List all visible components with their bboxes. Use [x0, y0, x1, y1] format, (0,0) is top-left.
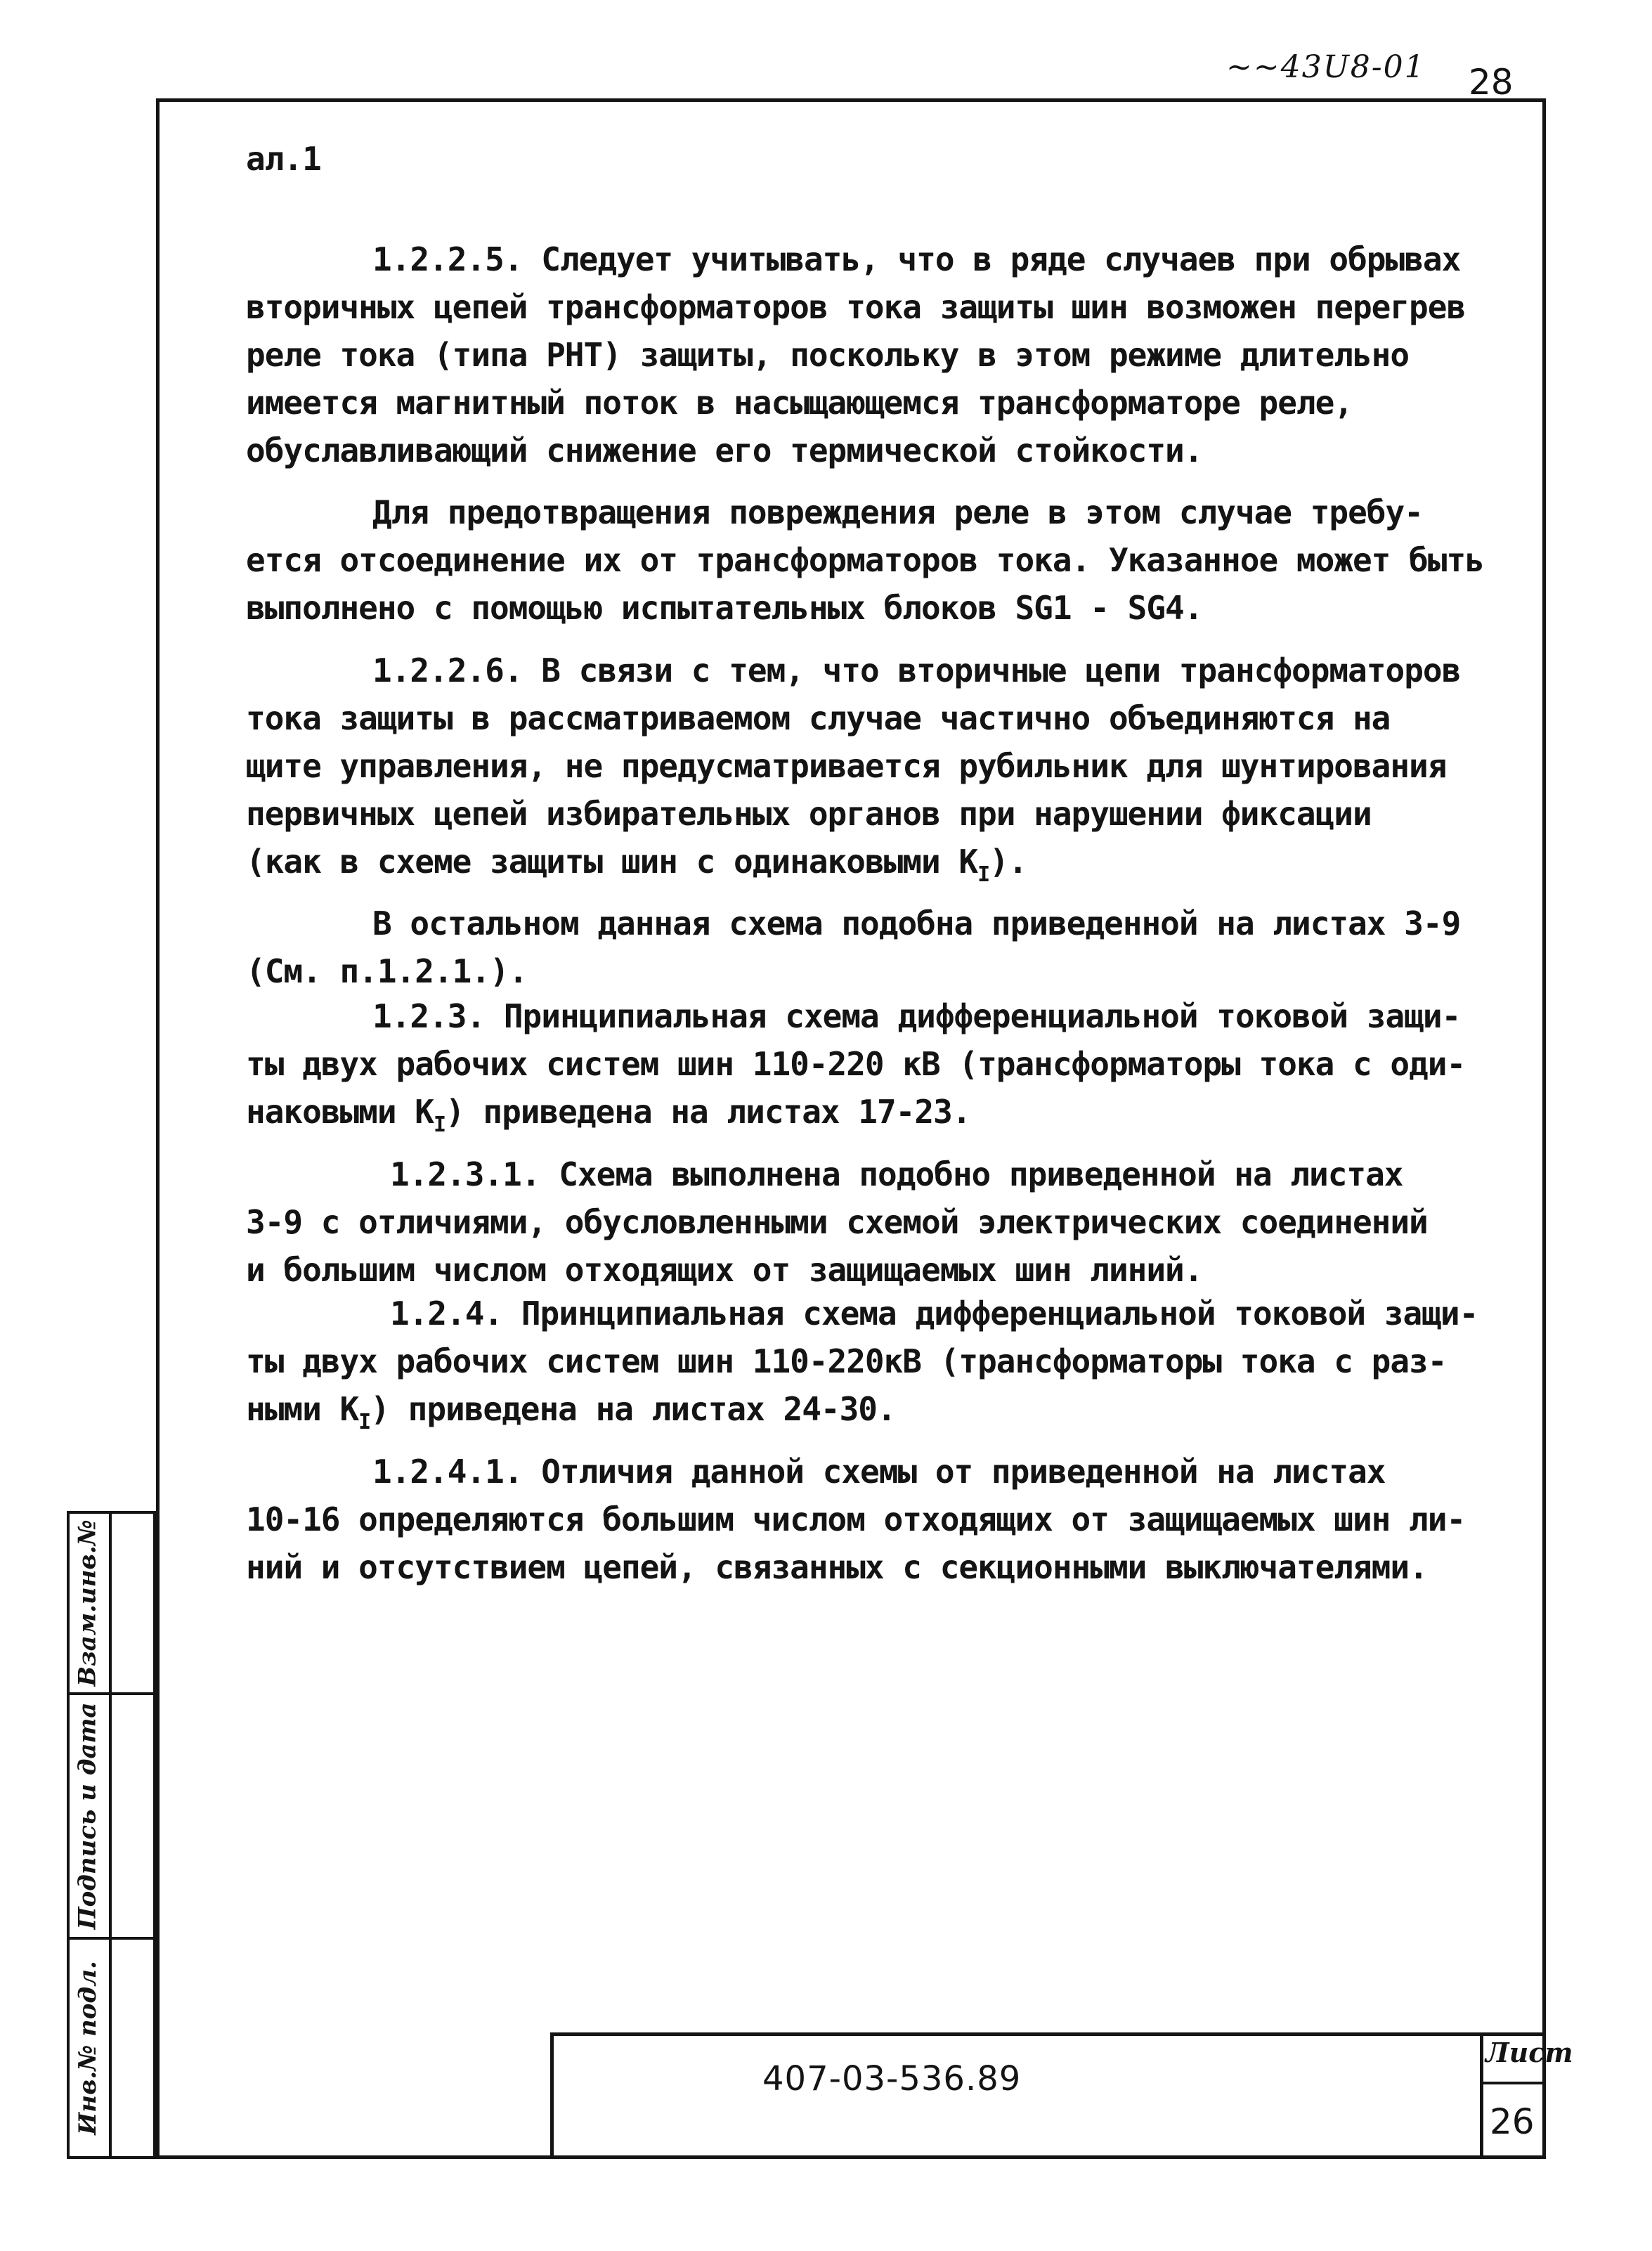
page-number: 28: [1469, 62, 1514, 103]
text-line: 1.2.2.5. Следует учитывать, что в ряде случаев при обрывах: [372, 240, 1461, 278]
document-number: 407-03-536.89: [762, 2059, 1022, 2098]
paragraph-1-2-2-6: [246, 647, 1532, 890]
text-line: и большим числом отходящих от защищаемых шин линий.: [246, 1251, 1203, 1289]
text-line: первичных цепей избирательных органов при нарушении фиксации: [246, 795, 1372, 833]
strip-value-column: [109, 1511, 156, 2159]
text-line: реле тока (типа РНТ) защиты, поскольку в этом режиме длительно: [246, 336, 1410, 374]
paragraph-1-2-4-1: [246, 1448, 1532, 1591]
paragraph-remaining: [246, 900, 1532, 995]
sheet-number: 26: [1490, 2101, 1535, 2142]
text-line: вторичных цепей трансформаторов тока защиты шин возможен перегрев: [246, 288, 1466, 326]
text-line: имеется магнитный поток в насыщающемся трансформаторе реле,: [246, 384, 1353, 422]
text-line: ется отсоединение их от трансформаторов тока. Указанное может быть: [246, 541, 1484, 579]
paragraph-1-2-3: [246, 992, 1532, 1141]
text-line: обуславливающий снижение его термической стойкости.: [246, 432, 1203, 469]
strip-label-replace-inv: Взам.инв.№: [74, 1519, 103, 1687]
text-line: ний и отсутствием цепей, связанных с секционными выключателями.: [246, 1548, 1428, 1586]
title-block: [550, 2032, 1546, 2159]
text-line: (как в схеме защиты шин с одинаковыми $К_I$).: [246, 843, 1027, 887]
text-line: 3-9 с отличиями, обусловленными схемой электрических соединений: [246, 1203, 1428, 1241]
strip-label-signature-date: Подпись и дата: [74, 1702, 102, 1930]
paragraph-1-2-4: [246, 1290, 1532, 1438]
text-line: 1.2.4. Принципиальная схема дифференциальной токовой защи-: [390, 1295, 1478, 1332]
left-binding-strip: [67, 1511, 156, 2159]
text-line: 1.2.4.1. Отличия данной схемы от приведенной на листах: [372, 1453, 1386, 1491]
text-line: ты двух рабочих систем шин 110-220кВ (трансформаторы тока с раз-: [246, 1342, 1447, 1380]
text-line: 1.2.3.1. Схема выполнена подобно приведенной на листах: [390, 1155, 1403, 1193]
text-line: 1.2.3. Принципиальная схема дифференциальной токовой защи-: [372, 997, 1461, 1035]
handwritten-document-code: ~~43U8-01: [1226, 49, 1426, 85]
text-line: выполнено с помощью испытательных блоков SG1 - SG4.: [246, 589, 1203, 627]
paragraph-1-2-2-5: [246, 235, 1532, 474]
sheet-cell-divider: [1480, 2082, 1546, 2084]
strip-label-original-inv: Инв.№ подл.: [74, 1961, 103, 2135]
text-line: 10-16 определяются большим числом отходящих от защищаемых шин ли-: [246, 1500, 1466, 1538]
text-line: ты двух рабочих систем шин 110-220 кВ (трансформаторы тока с оди-: [246, 1045, 1466, 1083]
text-line: В остальном данная схема подобна приведенной на листах 3-9: [372, 904, 1461, 942]
text-line: тока защиты в рассматриваемом случае частично объединяются на: [246, 699, 1391, 737]
text-line: (См. п.1.2.1.).: [246, 952, 528, 990]
text-line: Для предотвращения повреждения реле в этом случае требу-: [372, 493, 1423, 531]
text-line: 1.2.2.6. В связи с тем, что вторичные цепи трансформаторов: [372, 651, 1461, 689]
section-heading: ал.1: [246, 140, 321, 178]
paragraph-relay-protection: [246, 488, 1532, 632]
paragraph-1-2-3-1: [246, 1150, 1532, 1294]
text-line: ными $К_I$) приведена на листах 24-30.: [246, 1390, 896, 1434]
text-line: щите управления, не предусматривается рубильник для шунтирования: [246, 747, 1447, 785]
sheet-label: Лист: [1485, 2037, 1573, 2068]
text-line: наковыми $К_I$) приведена на листах 17-23.: [246, 1093, 971, 1137]
